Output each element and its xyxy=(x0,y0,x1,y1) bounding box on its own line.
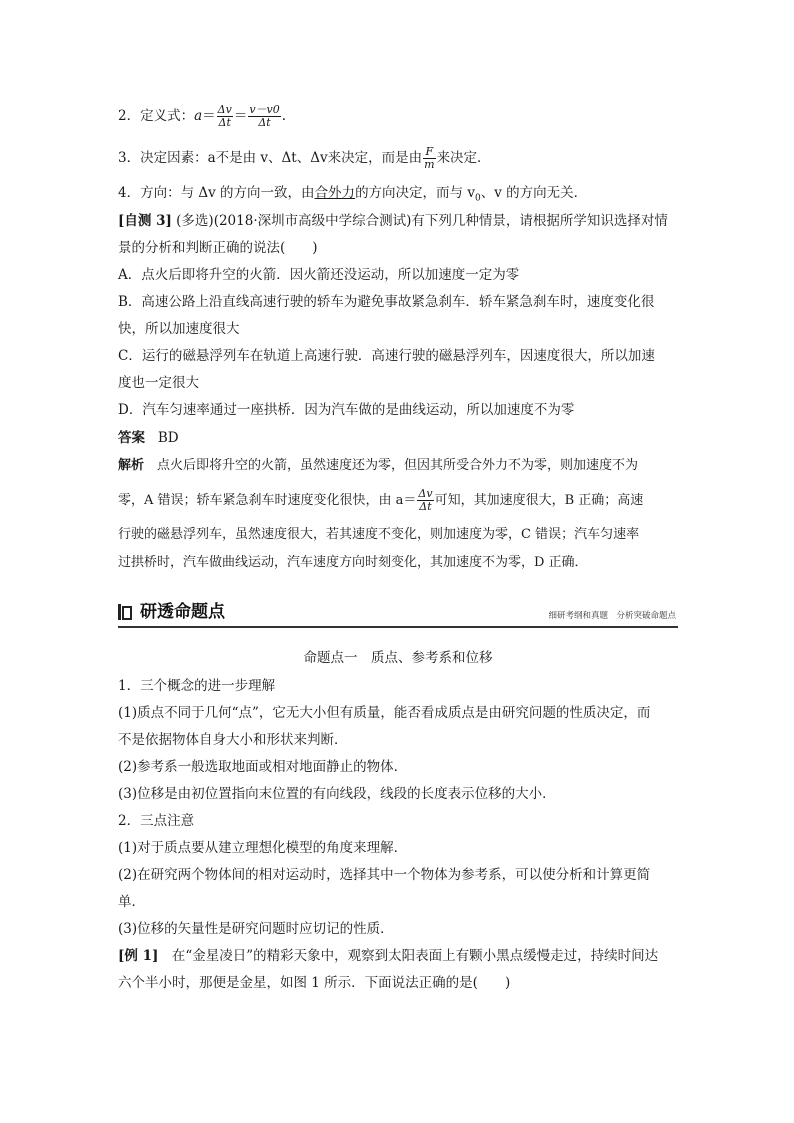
option-b-line-1: B．高速公路上沿直线高速行驶的轿车为避免事故紧急刹车．轿车紧急刹车时，速度变化很 xyxy=(118,294,655,310)
definition-label: 2．定义式： xyxy=(118,108,195,124)
determinant-end: 来决定． xyxy=(436,150,491,166)
answer-label: 答案 xyxy=(118,430,145,446)
subscript-zero: 0 xyxy=(474,193,481,204)
fraction-denominator-2: Δt xyxy=(258,116,271,129)
paragraph-1-line-2: 不是依据物体自身大小和形状来判断． xyxy=(118,732,348,748)
fraction-numerator-2: v－v0 xyxy=(249,103,280,116)
option-d: D．汽车匀速率通过一座拱桥．因为汽车做的是曲线运动，所以加速度不为零 xyxy=(118,402,575,418)
analysis-text-2b: 可知，其加速度很大，B 正确；高速 xyxy=(434,493,644,508)
fraction-denominator: Δt xyxy=(218,116,231,129)
paragraph-2: (2)参考系一般选取地面或相对地面静止的物体． xyxy=(118,759,408,775)
direction-label: 4．方向：与 Δv 的方向一致，由 xyxy=(118,185,315,201)
equals-sign: ＝ xyxy=(202,108,216,124)
note-2-line-1: (2)在研究两个物体间的相对运动时，选择其中一个物体为参考系，可以使分析和计算更简 xyxy=(118,867,651,883)
analysis-line-1 xyxy=(118,456,678,476)
direction-line xyxy=(118,183,678,209)
fraction-denominator-3: Δt xyxy=(419,500,432,513)
option-b-line-2: 快，所以加速度很大 xyxy=(118,321,240,337)
section-title: 研透命题点 xyxy=(140,602,225,622)
fraction-numerator-3: Δv xyxy=(418,487,433,500)
example-text-1: 在“金星凌日”的精彩天象中，观察到太阳表面上有颗小黑点缓慢走过，持续时间达 xyxy=(158,948,659,964)
self-test-line-2: 景的分析和判断正确的说法( ) xyxy=(118,240,318,256)
fraction-numerator: Δv xyxy=(217,103,232,116)
fraction-f-m xyxy=(423,146,435,171)
analysis-line-3: 行驶的磁悬浮列车，虽然速度很大，若其速度不变化，则加速度为零，C 错误；汽车匀速率 xyxy=(118,527,640,542)
paragraph-3: (3)位移是由初位置指向末位置的有向线段，线段的长度表示位移的大小． xyxy=(118,786,556,802)
equals-sign-2: ＝ xyxy=(233,108,248,124)
option-a: A．点火后即将升空的火箭．因火箭还没运动，所以加速度一定为零 xyxy=(118,267,520,283)
answer-line xyxy=(118,428,678,448)
option-c-line-1: C．运行的磁悬浮列车在轨道上高速行驶．高速行驶的磁悬浮列车，因速度很大，所以加速 xyxy=(118,348,655,364)
note-2-line-2: 单． xyxy=(118,894,145,910)
answer-value: BD xyxy=(157,430,179,446)
determinant-label: 3．决定因素： xyxy=(118,150,208,166)
topic-subheading-2: 2．三点注意 xyxy=(118,813,195,829)
note-1: (1)对于质点要从建立理想化模型的角度来理解． xyxy=(118,840,408,856)
note-3: (3)位移的矢量性是研究问题时应切记的性质． xyxy=(118,921,394,937)
fraction-denominator-m: m xyxy=(424,158,435,171)
fraction-numerator-f: F xyxy=(423,146,435,159)
fraction-analysis-dv-dt xyxy=(417,488,433,513)
direction-text: 的方向决定，而与 v xyxy=(355,185,475,201)
definition-formula-line xyxy=(118,104,678,129)
direction-underlined-term: 合外力 xyxy=(314,185,356,201)
example-tag: [例 1] xyxy=(118,948,159,964)
analysis-text-1: 点火后即将升空的火箭，虽然速度还为零，但因其所受合外力不为零，则加速度不为 xyxy=(144,458,639,473)
analysis-text-2a: 零，A 错误；轿车紧急刹车时速度变化很快，由 a＝ xyxy=(118,493,417,508)
analysis-line-2 xyxy=(118,488,678,513)
direction-end: 、v 的方向无关． xyxy=(480,185,588,201)
analysis-label: 解析 xyxy=(118,458,145,473)
symbol-a: a xyxy=(194,108,203,124)
paragraph-1-line-1: (1)质点不同于几何“点”，它无大小但有质量，能否看成质点是由研究问题的性质决定，而 xyxy=(118,705,651,721)
self-test-line-1 xyxy=(118,211,678,231)
example-line-2: 六个半小时，那便是金星，如图 1 所示．下面说法正确的是( ) xyxy=(118,975,511,991)
self-test-stem: (多选)(2018·深圳市高级中学综合测试)有下列几种情景，请根据所学知识选择对情 xyxy=(171,213,668,229)
determinant-text: a不是由 v、Δt、Δv来决定，而是由 xyxy=(207,150,423,166)
section-header xyxy=(118,600,678,628)
self-test-tag: [自测 3] xyxy=(118,213,172,229)
topic-subheading-1: 1．三个概念的进一步理解 xyxy=(118,678,276,694)
option-c-line-2: 度也一定很大 xyxy=(118,375,199,391)
determining-factor-line xyxy=(118,146,678,171)
topic-heading: 命题点一 质点、参考系和位移 xyxy=(303,650,493,666)
section-subtitle: 细研考纲和真题 分析突破命题点 xyxy=(548,611,676,621)
period: . xyxy=(281,108,287,124)
example-line-1 xyxy=(118,946,678,966)
analysis-line-4: 过拱桥时，汽车做曲线运动，汽车速度方向时刻变化，其加速度不为零，D 正确． xyxy=(118,555,588,570)
fraction-dv-dt xyxy=(217,104,233,129)
fraction-v-v0-dt xyxy=(248,104,280,129)
section-bookmark-icon xyxy=(118,604,132,620)
